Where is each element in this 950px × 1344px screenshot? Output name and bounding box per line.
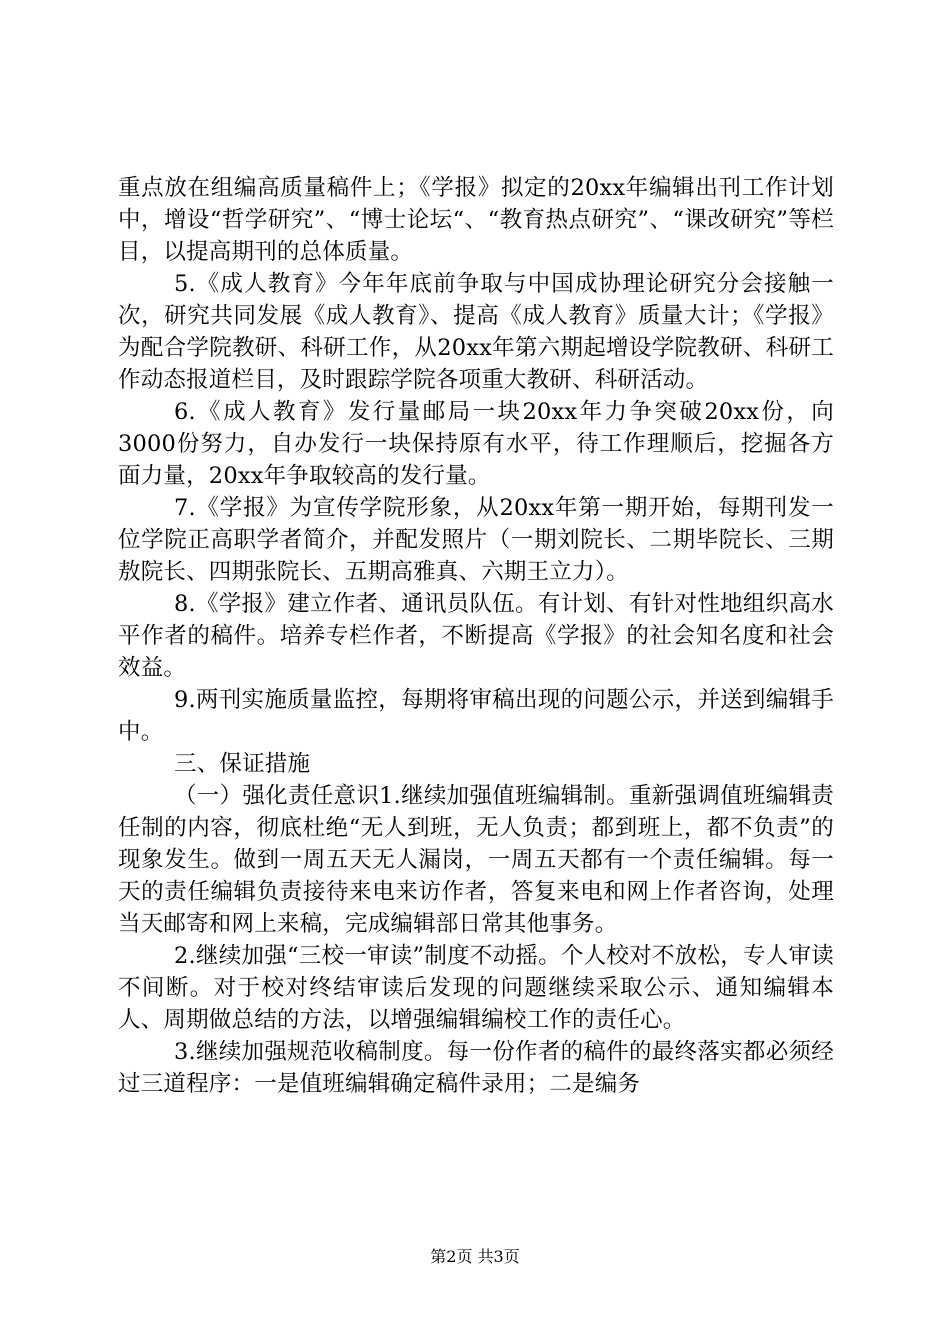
paragraph-measure-1: （一）强化责任意识1.继续加强值班编辑制。重新强调值班编辑责任制的内容，彻底杜绝“无人到班，无人负责；都到班上，都不负责”的现象发生。做到一周五天无人漏岗，一周五天都有一个责任编辑。每一天的责任编辑负责接待来电来访作者，答复来电和网上作者咨询，处理当天邮寄和网上来稿，完成编辑部日常其他事务。: [118, 783, 834, 937]
paragraph-measure-2: 2.继续加强“三校一审读”制度不动摇。个人校对不放松，专人审读不间断。对于校对终结审读后发现的问题继续采取公示、通知编辑本人、周期做总结的方法，以增强编辑编校工作的责任心。: [118, 943, 834, 1033]
paragraph-item-6: 6.《成人教育》发行量邮局一块20xx年力争突破20xx份，向3000份努力，自办发行一块保持原有水平，待工作理顺后，挖掘各方面力量，20xx年争取较高的发行量。: [118, 399, 834, 489]
paragraph-item-5: 5.《成人教育》今年年底前争取与中国成协理论研究分会接触一次，研究共同发展《成人教育》、提高《成人教育》质量大计；《学报》为配合学院教研、科研工作，从20xx年第六期起增设学院教研、科研工作动态报道栏目，及时跟踪学院各项重大教研、科研活动。: [118, 271, 834, 393]
paragraph-item-9: 9.两刊实施质量监控，每期将审稿出现的问题公示，并送到编辑手中。: [118, 687, 834, 745]
page-footer: 第2页 共3页: [430, 1247, 520, 1266]
paragraph-item-8: 8.《学报》建立作者、通讯员队伍。有计划、有针对性地组织高水平作者的稿件。培养专栏作者，不断提高《学报》的社会知名度和社会效益。: [118, 591, 834, 681]
paragraph-measure-3: 3.继续加强规范收稿制度。每一份作者的稿件的最终落实都必须经过三道程序：一是值班编辑确定稿件录用；二是编务: [118, 1039, 834, 1097]
document-body: [118, 172, 834, 1100]
section-heading: 三、保证措施: [174, 751, 311, 777]
paragraph-item-7: 7.《学报》为宣传学院形象，从20xx年第一期开始，每期刊发一位学院正高职学者简介，并配发照片（一期刘院长、二期毕院长、三期敖院长、四期张院长、五期高雅真、六期王立力）。: [118, 495, 834, 585]
paragraph-continued: 重点放在组编高质量稿件上；《学报》拟定的20xx年编辑出刊工作计划中，增设“哲学研究”、“博士论坛“、“教育热点研究”、“课改研究”等栏目，以提高期刊的总体质量。: [118, 175, 834, 265]
